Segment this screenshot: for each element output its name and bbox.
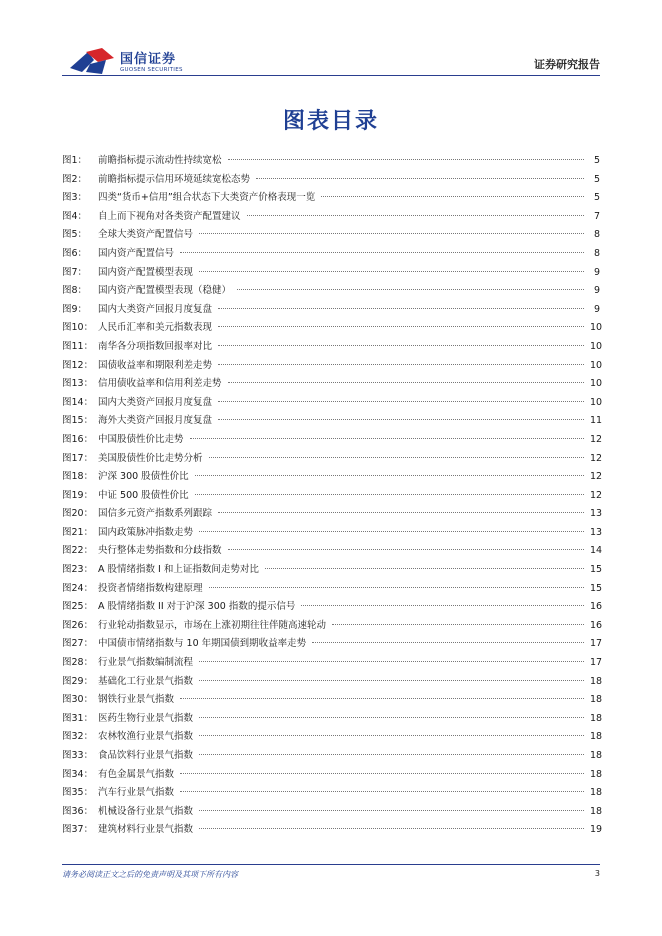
toc-entry-title: 食品饮料行业景气指数: [98, 750, 194, 761]
toc-entry-number: 图5：: [62, 229, 88, 241]
toc-entry[interactable]: [62, 580, 603, 599]
toc-entry-page: 18: [590, 675, 603, 687]
toc-entry[interactable]: [62, 226, 600, 245]
toc-dot-leader: [218, 401, 584, 402]
toc-entry[interactable]: [62, 673, 603, 692]
figure-toc-list: [62, 152, 603, 840]
toc-entry-page: 18: [590, 805, 603, 817]
toc-dot-leader: [209, 457, 584, 458]
toc-entry-title: A 股情绪指数 I 和上证指数间走势对比: [98, 564, 259, 576]
toc-dot-leader: [195, 494, 584, 495]
toc-entry[interactable]: [62, 319, 603, 338]
toc-entry[interactable]: [62, 431, 603, 450]
toc-entry-title: 国内政策脉冲指数走势: [98, 526, 194, 538]
toc-entry-page: 18: [590, 694, 603, 706]
toc-dot-leader: [218, 512, 584, 513]
toc-dot-leader: [199, 810, 584, 811]
toc-entry[interactable]: [62, 766, 603, 785]
toc-dot-leader: [199, 680, 584, 681]
toc-dot-leader: [247, 215, 584, 216]
toc-entry-page: 10: [590, 396, 603, 408]
toc-dot-leader: [256, 178, 584, 179]
toc-entry-number: 图9：: [62, 303, 88, 315]
toc-entry-number: 图31：: [62, 712, 94, 724]
toc-entry-number: 图16：: [62, 433, 94, 445]
toc-dot-leader: [209, 587, 584, 588]
toc-entry-page: 10: [590, 340, 603, 352]
toc-entry-title: 央行整体走势指数和分歧指数: [98, 545, 222, 557]
toc-entry[interactable]: [62, 728, 603, 747]
toc-entry-page: 19: [590, 824, 603, 836]
toc-dot-leader: [199, 717, 584, 718]
toc-dot-leader: [237, 289, 584, 290]
toc-entry-number: 图11：: [62, 340, 94, 352]
toc-entry-title: 国内大类资产回报月度复盘: [98, 303, 213, 315]
toc-dot-leader: [180, 791, 584, 792]
toc-entry[interactable]: [62, 282, 600, 301]
toc-entry-title: 国内资产配置模型表现（稳健）: [98, 285, 232, 297]
toc-entry-number: 图8：: [62, 285, 88, 297]
toc-dot-leader: [218, 345, 584, 346]
toc-entry-number: 图27：: [62, 638, 94, 650]
toc-entry-title: 中国债市情绪指数与 10 年期国债到期收益率走势: [98, 638, 307, 650]
toc-entry[interactable]: [62, 375, 603, 394]
logo-name-en: GUOSEN SECURITIES: [120, 67, 183, 73]
toc-entry[interactable]: [62, 171, 600, 190]
toc-entry-title: 自上而下视角对各类资产配置建议: [98, 210, 241, 222]
toc-entry-number: 图21：: [62, 526, 94, 538]
toc-entry-page: 12: [590, 489, 603, 501]
toc-entry[interactable]: [62, 710, 603, 729]
toc-entry-title: 全球大类资产配置信号: [98, 229, 194, 241]
toc-entry-page: 10: [590, 378, 603, 390]
toc-entry-title: 医药生物行业景气指数: [98, 712, 194, 724]
toc-dot-leader: [228, 159, 584, 160]
toc-entry-title: 有色金属景气指数: [98, 768, 175, 780]
logo-name-cn: 国信证券: [120, 52, 177, 67]
toc-entry-page: 18: [590, 731, 603, 743]
toc-entry-page: 16: [590, 601, 603, 613]
toc-dot-leader: [199, 661, 584, 662]
toc-entry[interactable]: [62, 450, 603, 469]
toc-entry[interactable]: [62, 561, 603, 580]
toc-entry-page: 10: [590, 322, 603, 334]
toc-dot-leader: [218, 419, 584, 420]
toc-entry-page: 15: [590, 582, 603, 594]
toc-entry-title: 国信多元资产指数系列跟踪: [98, 508, 213, 520]
toc-entry[interactable]: [62, 394, 603, 413]
header-divider: [62, 75, 600, 76]
toc-entry-title: 农林牧渔行业景气指数: [98, 731, 194, 743]
toc-dot-leader: [199, 828, 584, 829]
toc-entry-title: 信用债收益率和信用利差走势: [98, 378, 222, 390]
toc-dot-leader: [199, 233, 584, 234]
toc-entry[interactable]: [62, 189, 600, 208]
page-header: [0, 0, 662, 80]
toc-entry-number: 图33：: [62, 750, 94, 761]
toc-entry[interactable]: [62, 487, 603, 506]
toc-entry-page: 12: [590, 433, 603, 445]
toc-entry-title: 四类“货币+信用”组合状态下大类资产价格表现一览: [98, 192, 316, 204]
toc-entry-page: 17: [590, 638, 603, 650]
toc-entry-number: 图35：: [62, 787, 94, 799]
toc-entry-title: 汽车行业景气指数: [98, 787, 175, 799]
toc-entry-title: 钢铁行业景气指数: [98, 694, 175, 706]
toc-entry-number: 图36：: [62, 805, 94, 817]
report-type-label: 证券研究报告: [534, 58, 600, 71]
toc-dot-leader: [180, 698, 584, 699]
toc-dot-leader: [195, 475, 584, 476]
disclaimer-note: 请务必阅读正文之后的免责声明及其项下所有内容: [62, 870, 238, 879]
toc-entry-title: 基础化工行业景气指数: [98, 675, 194, 687]
toc-entry-page: 10: [590, 359, 603, 371]
toc-entry-page: 17: [590, 657, 603, 669]
toc-entry[interactable]: [62, 264, 600, 283]
toc-entry[interactable]: [62, 821, 603, 840]
toc-entry-page: 5: [593, 155, 600, 166]
toc-entry-page: 9: [593, 285, 600, 297]
toc-entry-number: 图25：: [62, 601, 94, 613]
toc-entry-page: 16: [590, 619, 603, 631]
toc-dot-leader: [321, 196, 584, 197]
toc-dot-leader: [228, 382, 584, 383]
toc-dot-leader: [312, 642, 584, 643]
toc-dot-leader: [199, 754, 584, 755]
toc-entry-number: 图29：: [62, 675, 94, 687]
toc-dot-leader: [218, 364, 584, 365]
toc-entry-number: 图19：: [62, 489, 94, 501]
toc-entry[interactable]: [62, 245, 600, 264]
toc-entry-page: 12: [590, 452, 603, 464]
toc-entry-page: 5: [593, 173, 600, 185]
toc-entry-number: 图20：: [62, 508, 94, 520]
toc-entry-title: 国内资产配置模型表现: [98, 266, 194, 278]
toc-dot-leader: [199, 735, 584, 736]
toc-entry-page: 9: [593, 266, 600, 278]
toc-entry-page: 18: [590, 712, 603, 724]
toc-entry[interactable]: [62, 542, 603, 561]
toc-entry-number: 图23：: [62, 564, 94, 576]
toc-dot-leader: [265, 568, 584, 569]
toc-entry-title: 沪深 300 股债性价比: [98, 471, 189, 483]
toc-entry-title: 行业轮动指数显示，市场在上涨初期往往伴随高速轮动: [98, 619, 327, 631]
toc-entry-page: 13: [590, 508, 603, 520]
toc-entry[interactable]: [62, 301, 600, 320]
toc-entry-number: 图15：: [62, 415, 94, 427]
page-title: 图表目录: [282, 109, 379, 134]
toc-entry-page: 18: [590, 768, 603, 780]
toc-entry-number: 图37：: [62, 824, 94, 836]
toc-entry-number: 图3：: [62, 192, 88, 204]
toc-dot-leader: [180, 252, 584, 253]
toc-dot-leader: [301, 605, 584, 606]
toc-entry-number: 图18：: [62, 471, 94, 483]
toc-entry-title: 中国股债性价比走势: [98, 433, 184, 445]
toc-entry[interactable]: [62, 357, 603, 376]
toc-entry-page: 13: [590, 526, 603, 538]
toc-entry-title: 前瞻指标提示流动性持续宽松: [98, 155, 222, 166]
toc-entry[interactable]: [62, 338, 603, 357]
toc-entry-page: 8: [593, 247, 600, 259]
toc-entry-number: 图13：: [62, 378, 94, 390]
toc-entry[interactable]: [62, 654, 603, 673]
toc-entry-number: 图26：: [62, 619, 94, 631]
toc-dot-leader: [228, 549, 584, 550]
toc-entry-number: 图2：: [62, 173, 88, 185]
toc-entry[interactable]: [62, 208, 600, 227]
toc-entry-number: 图14：: [62, 396, 94, 408]
toc-entry-number: 图4：: [62, 210, 88, 222]
toc-dot-leader: [218, 326, 584, 327]
toc-entry-number: 图17：: [62, 452, 94, 464]
guosen-logo-icon: [68, 46, 116, 76]
toc-entry-page: 15: [590, 564, 603, 576]
toc-entry-title: 海外大类资产回报月度复盘: [98, 415, 213, 427]
toc-entry-number: 图6：: [62, 247, 88, 259]
footer-divider: [62, 864, 600, 865]
toc-entry-page: 8: [593, 229, 600, 241]
toc-entry-page: 11: [590, 415, 603, 427]
toc-entry-title: 行业景气指数编制流程: [98, 657, 194, 669]
toc-entry-number: 图1：: [62, 155, 88, 166]
toc-dot-leader: [218, 308, 584, 309]
toc-entry[interactable]: [62, 691, 603, 710]
toc-entry[interactable]: [62, 524, 603, 543]
toc-entry[interactable]: [62, 412, 603, 431]
toc-entry-number: 图28：: [62, 657, 94, 669]
toc-entry-title: 南华各分项指数回报率对比: [98, 340, 213, 352]
toc-entry-title: 投资者情绪指数构建原理: [98, 582, 203, 594]
toc-entry-number: 图30：: [62, 694, 94, 706]
toc-entry[interactable]: [62, 747, 603, 766]
toc-entry[interactable]: [62, 505, 603, 524]
toc-entry-title: 美国股债性价比走势分析: [98, 452, 203, 464]
toc-entry-number: 图22：: [62, 545, 94, 557]
toc-entry-title: 机械设备行业景气指数: [98, 805, 194, 817]
toc-dot-leader: [332, 624, 584, 625]
toc-dot-leader: [199, 271, 584, 272]
toc-entry-title: 建筑材料行业景气指数: [98, 824, 194, 836]
toc-entry-title: 国内资产配置信号: [98, 247, 175, 259]
page-number: 3: [594, 869, 600, 878]
toc-entry-title: 中证 500 股债性价比: [98, 489, 189, 501]
toc-entry[interactable]: [62, 598, 603, 617]
toc-entry[interactable]: [62, 784, 603, 803]
toc-entry[interactable]: [62, 152, 600, 171]
toc-entry-page: 5: [593, 192, 600, 204]
toc-entry-title: 人民币汇率和美元指数表现: [98, 322, 213, 334]
toc-entry-page: 7: [593, 210, 600, 222]
toc-dot-leader: [190, 438, 584, 439]
toc-entry[interactable]: [62, 617, 603, 636]
toc-entry-number: 图34：: [62, 768, 94, 780]
toc-dot-leader: [180, 773, 584, 774]
toc-dot-leader: [199, 531, 584, 532]
toc-entry-number: 图24：: [62, 582, 94, 594]
toc-entry-number: 图32：: [62, 731, 94, 743]
toc-entry-page: 18: [590, 787, 603, 799]
toc-entry[interactable]: [62, 468, 603, 487]
toc-entry-number: 图12：: [62, 359, 94, 371]
toc-entry-number: 图10：: [62, 322, 94, 334]
toc-entry-page: 9: [593, 303, 600, 315]
toc-entry-page: 18: [590, 750, 603, 761]
toc-entry[interactable]: [62, 803, 603, 822]
toc-entry-page: 12: [590, 471, 603, 483]
toc-entry-page: 14: [590, 545, 603, 557]
toc-entry-number: 图7：: [62, 266, 88, 278]
toc-entry-title: A 股情绪指数 II 对于沪深 300 指数的提示信号: [98, 601, 296, 613]
toc-entry[interactable]: [62, 635, 603, 654]
toc-entry-title: 国债收益率和期限利差走势: [98, 359, 213, 371]
toc-entry-title: 前瞻指标提示信用环境延续宽松态势: [98, 173, 251, 185]
toc-entry-title: 国内大类资产回报月度复盘: [98, 396, 213, 408]
